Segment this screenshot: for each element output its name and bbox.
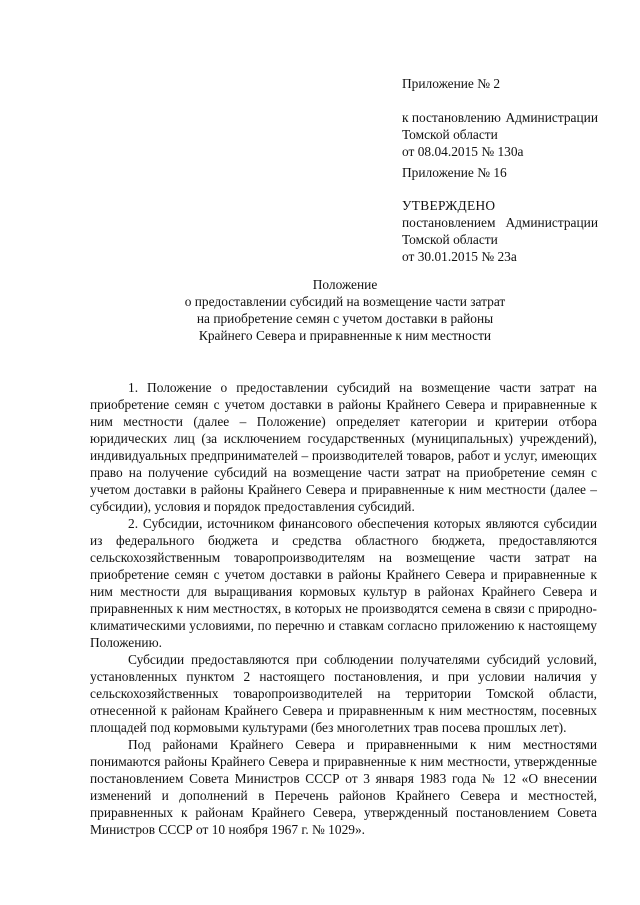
title-line-2: о предоставлении субсидий на возмещение части затрат [184, 294, 506, 309]
approved-by-prefix: постановлением [402, 215, 496, 230]
document-body [90, 379, 597, 838]
attachment-label-2: Приложение № 16 [402, 165, 507, 180]
resolution-reference [402, 109, 602, 160]
resolution-region: Томской области [402, 127, 498, 142]
attachment-block-2 [402, 164, 602, 181]
approved-by-line [402, 214, 598, 231]
title-line-1: Положение [312, 277, 378, 292]
approved-stamp: УТВЕРЖДЕНО [402, 198, 496, 213]
resolution-org: Администрации [505, 110, 598, 125]
paragraph-3: Субсидии предоставляются при соблюдении получателями субсидий условий, установленных пунктом 2 настоящего постановления, и при условии наличия у сельскохозяйственных товаропроизводителей на территории Томской области, отнесенной к районам Крайнего Севера и приравненным к ним местностям, посевных площадей под кормовыми культурами (без многолетних трав посева прошлых лет). [90, 652, 597, 735]
paragraph-4: Под районами Крайнего Севера и приравненными к ним местностями понимаются районы Крайнего Севера и приравненные к ним местности, утвержденные постановлением Совета Министров СССР от 3 января 1983 года № 12 «О внесении изменений и дополнений в Перечень районов Крайнего Севера и местностей, приравненных к районам Крайнего Севера, утвержденный постановлением Совета Министров СССР от 10 ноября 1967 г. № 1029». [90, 737, 597, 837]
resolution-line [402, 109, 598, 126]
approval-block [402, 197, 602, 265]
attachment-label: Приложение № 2 [402, 76, 501, 91]
resolution-prefix: к постановлению [402, 110, 501, 125]
paragraph-2: 2. Субсидии, источником финансового обеспечения которых являются субсидии из федерального бюджета и средства областного бюджета, предоставляются сельскохозяйственным товаропроизводителям на возмещение части затрат на приобретение семян с учетом доставки в районы Крайнего Севера и приравненные к ним местности для выращивания кормовых культур в районах Крайнего Севера и приравненных к ним местностях, в которых не производятся семена в связи с природно-климатическими условиями, по перечню и ставкам согласно приложению к настоящему Положению. [90, 516, 597, 650]
approved-date-number: от 30.01.2015 № 23а [402, 249, 517, 264]
approved-by-org: Администрации [505, 215, 598, 230]
document-title [90, 276, 600, 344]
approved-region: Томской области [402, 232, 498, 247]
resolution-date-number: от 08.04.2015 № 130а [402, 144, 524, 159]
attachment-block [402, 75, 602, 92]
paragraph-1: 1. Положение о предоставлении субсидий на возмещение части затрат на приобретение семян с учетом доставки в районы Крайнего Севера и приравненные к ним местности (далее – Положение) определяет категории и критерии отбора юридических лиц (за исключением государственных (муниципальных) учреждений), индивидуальных предпринимателей – производителей товаров, работ и услуг, имеющих право на получение субсидий на возмещение части затрат на приобретение семян с учетом доставки в районы Крайнего Севера и приравненные к ним местности (далее – субсидии), условия и порядок предоставления субсидий. [90, 380, 597, 514]
title-line-3: на приобретение семян с учетом доставки в районы [196, 311, 494, 326]
title-line-4: Крайнего Севера и приравненные к ним местности [198, 328, 492, 343]
